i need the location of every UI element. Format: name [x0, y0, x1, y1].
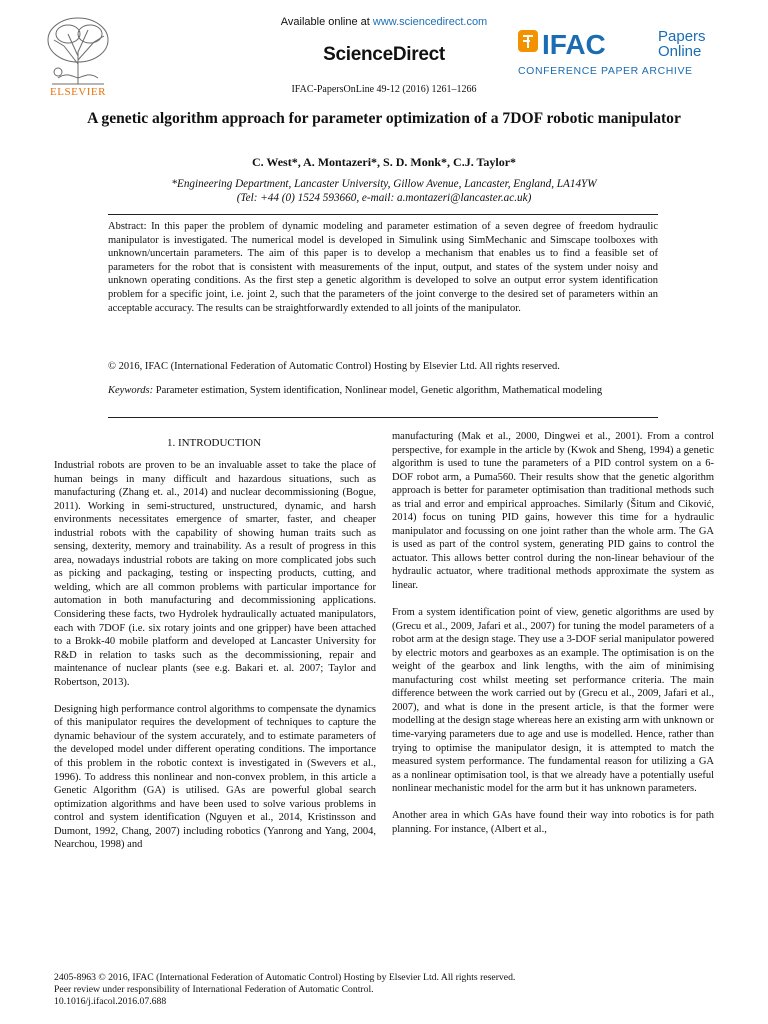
paragraph: Designing high performance control algorithms to compensate the dynamics of this manipulator requires the development of techniques to capture the dynamic behaviour of the system accurately, and to estimate parameters of the developed model under different operating conditions. The importance of this problem in the robotic context is investigated in (Swevers et al., 1996). To address this nonlinear and non-convex problem, in this article a Genetic Algorithm (GA) is utilised. GAs are powerful global search optimization algorithms and have been used to solve various problems in control and system identification (Nguyen et al., 2014, Kristinsson and Dumont, 1992, Chang, 2007) including robotics (Yanrong and Yang, 2004, Nearchou, 1998) and [54, 703, 376, 851]
keywords [108, 384, 658, 398]
author-list: C. West*, A. Montazeri*, S. D. Monk*, C.J. Taylor* [251, 155, 517, 169]
keywords-label: Keywords: [108, 385, 154, 396]
available-online-text: Available online at [280, 16, 373, 28]
keywords-text: Parameter estimation, System identification, Nonlinear model, Genetic algorithm, Mathematical modeling [153, 385, 603, 396]
ifac-logo-main: IFAC [542, 29, 606, 60]
sciencedirect-link[interactable]: www.sciencedirect.com [372, 16, 488, 28]
ifac-logo-tagline: CONFERENCE PAPER ARCHIVE [518, 65, 693, 77]
section-heading: 1. INTRODUCTION [166, 437, 262, 449]
abstract-bottom-rule [108, 417, 658, 418]
sciencedirect-logo: ScienceDirect [323, 44, 445, 65]
paragraph: Industrial robots are proven to be an invaluable asset to take the place of human beings in many difficult and hazardous situations, such as manufacturing (Zhang et. al., 2014) and nuclear decommissioning (Bogue, 2011). Working in semi-structured, unstructured, dynamic, and harsh environments necessitates emergence of smarter, faster, and cheaper industrial robots with the capability of showing human traits such as sensing, dexterity, memory and trainability. As a result of progress in this area, nowadays industrial robots are taking on more complicated jobs such as picking and packaging, testing or inspecting products, cutting, and welding, which are all common problems with particular importance for automation in both manufacturing and decommissioning applications. Considering these facts, two Hydrolek hydraulically actuated manipulators, each with 7DOF (i.e. six rotary joints and one gripper) have been attached to a Brokk-40 mobile platform and developed at Lancaster University for R&D in relation to tasks such as the decommissioning, repair and maintenance of nuclear plants (see e.g. Bakari et. al. 2007; Taylor and Robertson, 2013). [54, 460, 376, 688]
elsevier-label: ELSEVIER [50, 86, 106, 98]
page-footer [54, 972, 714, 1007]
ifac-logo-papers: Papers [658, 28, 706, 45]
ifac-papersonline-logo [518, 26, 748, 86]
footer-doi: 10.1016/j.ifacol.2016.07.688 [54, 995, 167, 1007]
elsevier-tree-logo [38, 12, 118, 92]
paragraph: Another area in which GAs have found their way into robotics is for path planning. For instance, (Albert et al., [392, 810, 714, 835]
paragraph: manufacturing (Mak et al., 2000, Dingwei et al., 2001). From a control perspective, for example in the article by (Kwok and Sheng, 1994) a genetic algorithm is used to tune the parameters of a PID control system on a 6-DOF robot arm, a Puma560. Their results show that the genetic algorithm approach is better for parameter optimisation than traditional methods such as trial and error and empirical approaches. Similarly (Šitum and Ciković, 2014) focus on tuning PID gains, however this time for a hydraulic manipulator and focussing on one joint rather than the whole arm. The GA is used as part of the control system, generating PID gains to control the actuator. This allows better control during the non-linear behaviour of the hydraulic actuator, where traditional methods approximate the system as linear. [392, 431, 714, 592]
journal-reference: IFAC-PapersOnLine 49-12 (2016) 1261–1266 [291, 84, 477, 95]
paragraph: From a system identification point of view, genetic algorithms are used by (Grecu et al., 2009, Jafari et al., 2007) for tuning the model parameters of a robot arm at the design stage. They use a 3-DOF serial manipulator powered by electric motors and gearboxes as an example. The optimisation is on the weight of the gearbox and link lengths, with the aim of minimising manufacturing cost whilst meeting set performance criteria. The main difference between the work carried out by (Grecu et al., 2009, Jafari et al., 2007), and what is done in the present article, is that the former were modelling at the design stage whereas here an existing arm with unknown or time-varying parameters due to age and use is modelled. Hence, rather than trying to optimise the manipulator design, it is attempted to match the measured system performance. The fundamental reason for utilizing a GA as a nonlinear optimisation tool, is that we already have a potentially useful nonlinear mechanistic model for the arm but it has unknown parameters. [392, 607, 714, 795]
left-column [54, 459, 376, 865]
affiliation-line-1: *Engineering Department, Lancaster University, Gillow Avenue, Lancaster, England, LA14YW [171, 178, 597, 190]
ifac-logo-online: Online [658, 43, 702, 60]
right-column [392, 430, 714, 850]
affiliation-line-2: (Tel: +44 (0) 1524 593660, e-mail: a.montazeri@lancaster.ac.uk) [236, 192, 532, 204]
abstract-top-rule [108, 214, 658, 215]
footer-issn-copyright: 2405-8963 © 2016, IFAC (International Federation of Automatic Control) Hosting by Elsevier Ltd. All rights reserved. [54, 972, 516, 983]
copyright-notice: © 2016, IFAC (International Federation of Automatic Control) Hosting by Elsevier Ltd. All rights reserved. [108, 361, 560, 372]
abstract: Abstract: In this paper the problem of dynamic modeling and parameter estimation of a seven degree of freedom hydraulic manipulator is investigated. The numerical model is developed in Simulink using SimMechanic and Simscape toolboxes with unknown/uncertain parameters. The aim of this paper is to develop a mechanism that enables us to find a feasible set of parameters for the robot that is consistent with measurements of the input, output, and states of the system under noisy and unknown operating conditions. As the first step a genetic algorithm is developed to solve an output error system identification problem for a specific joint, i.e. joint 2, such that the parameters of the joint converge to the desired set of parameters within an acceptable accuracy. The results can be straightforwardly extended to all joints of the manipulator. [108, 221, 658, 314]
footer-peer-review: Peer review under responsibility of International Federation of Automatic Control. [54, 983, 374, 995]
affiliation [0, 177, 768, 205]
paper-title: A genetic algorithm approach for parameter optimization of a 7DOF robotic manipulator [87, 110, 681, 127]
